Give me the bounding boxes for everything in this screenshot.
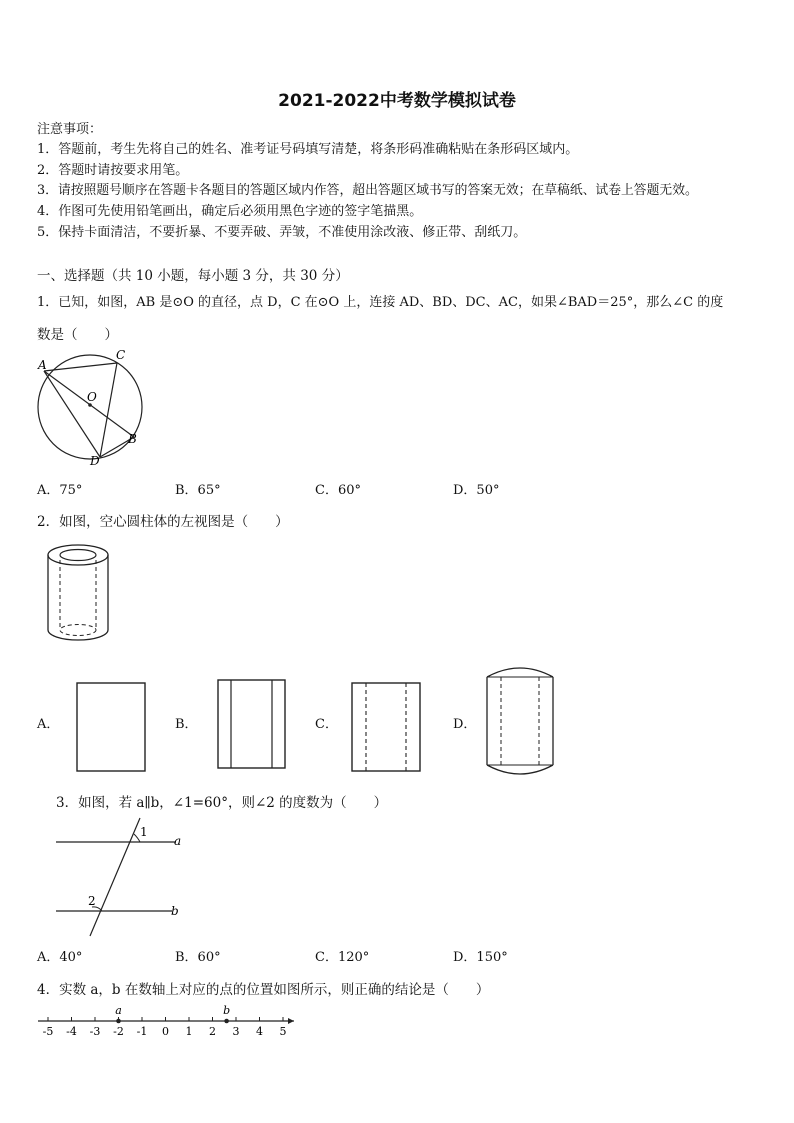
axis-tick-label: 3 [232, 1025, 240, 1038]
q4-number-line-figure [36, 1000, 300, 1040]
section-heading: 一、选择题（共 10 小题，每小题 3 分，共 30 分） [37, 268, 349, 284]
label-d: D [90, 454, 100, 468]
point-b [224, 1019, 229, 1024]
q1-text-line1: 1．已知，如图，AB 是⊙O 的直径，点 D，C 在⊙O 上，连接 AD、BD、DC、AC，如果∠BAD＝25°，那么∠C 的度 [37, 295, 724, 310]
q2-option-a-figure [76, 682, 148, 774]
q2-option-c: C． [315, 717, 338, 732]
notice-item-2: 2．答题时请按要求用笔。 [37, 163, 189, 178]
q3-option-d: D．150° [453, 950, 508, 965]
q3-option-c: C．120° [315, 950, 370, 965]
q2-option-d: D． [453, 717, 477, 732]
axis-tick-label: -1 [136, 1025, 148, 1038]
notice-item-3: 3．请按照题号顺序在答题卡各题目的答题区域内作答，超出答题区域书写的答案无效；在草稿纸、试卷上答题无效。 [37, 183, 698, 198]
axis-tick-label: 2 [209, 1025, 216, 1038]
label-b: B [128, 432, 137, 446]
q1-text-line2: 数是（ ） [37, 327, 118, 343]
q2-option-c-figure [351, 682, 423, 774]
q2-text: 2．如图，空心圆柱体的左视图是（ ） [37, 514, 289, 530]
transversal [90, 818, 140, 936]
segment-dc [100, 363, 117, 457]
axis-tick-label: 1 [185, 1025, 193, 1038]
line-a-label: a [174, 834, 182, 848]
q1-circle-figure [30, 345, 145, 470]
q1-option-c: C．60° [315, 483, 361, 498]
segment-ad [44, 371, 100, 457]
point-b-label: b [223, 1004, 231, 1017]
point-a-label: a [115, 1004, 122, 1017]
label-c: C [116, 348, 126, 362]
q3-option-a: A．40° [37, 950, 83, 965]
angle-2-label: 2 [88, 894, 96, 908]
q2-option-b-figure [217, 679, 287, 771]
angle-1-label: 1 [140, 825, 148, 839]
notice-item-5: 5．保持卡面清洁，不要折暴、不要弄破、弄皱，不准使用涂改液、修正带、刮纸刀。 [37, 225, 527, 240]
axis-tick-label: -3 [89, 1025, 101, 1038]
q3-parallel-lines-figure [52, 812, 192, 940]
q4-text: 4．实数 a，b 在数轴上对应的点的位置如图所示，则正确的结论是（ ） [37, 982, 490, 998]
axis-tick-label: 5 [279, 1025, 287, 1038]
q1-option-d: D．50° [453, 483, 500, 498]
q3-text: 3．如图，若 a∥b，∠1=60°，则∠2 的度数为（ ） [56, 795, 388, 811]
axis-tick-label: -5 [42, 1025, 54, 1038]
segment-ac [44, 363, 117, 371]
q1-option-b: B．65° [175, 483, 221, 498]
q2-option-b: B． [175, 717, 198, 732]
axis-tick-label: 4 [256, 1025, 263, 1038]
q2-option-d-figure [484, 665, 556, 781]
line-b-label: b [171, 904, 179, 918]
point-a [116, 1019, 121, 1024]
q2-hollow-cylinder-figure [40, 538, 120, 648]
axis-tick-label: -2 [113, 1025, 124, 1038]
notice-item-4: 4．作图可先使用铅笔画出，确定后必须用黑色字迹的签字笔描黑。 [37, 204, 423, 219]
axis-tick-label: 0 [162, 1025, 169, 1038]
axis-arrow [288, 1018, 294, 1024]
q1-option-a: A．75° [37, 483, 83, 498]
paper-title: 2021-2022中考数学模拟试卷 [278, 91, 516, 111]
notice-item-1: 1．答题前，考生先将自己的姓名、准考证号码填写清楚，将条形码准确粘贴在条形码区域内。 [37, 142, 579, 157]
q2-option-a: A． [37, 717, 60, 732]
label-a: A [38, 358, 47, 372]
circle-o [38, 355, 142, 459]
notice-heading: 注意事项： [37, 122, 103, 137]
label-o: O [87, 390, 97, 404]
q3-option-b: B．60° [175, 950, 221, 965]
axis-tick-label: -4 [66, 1025, 77, 1038]
